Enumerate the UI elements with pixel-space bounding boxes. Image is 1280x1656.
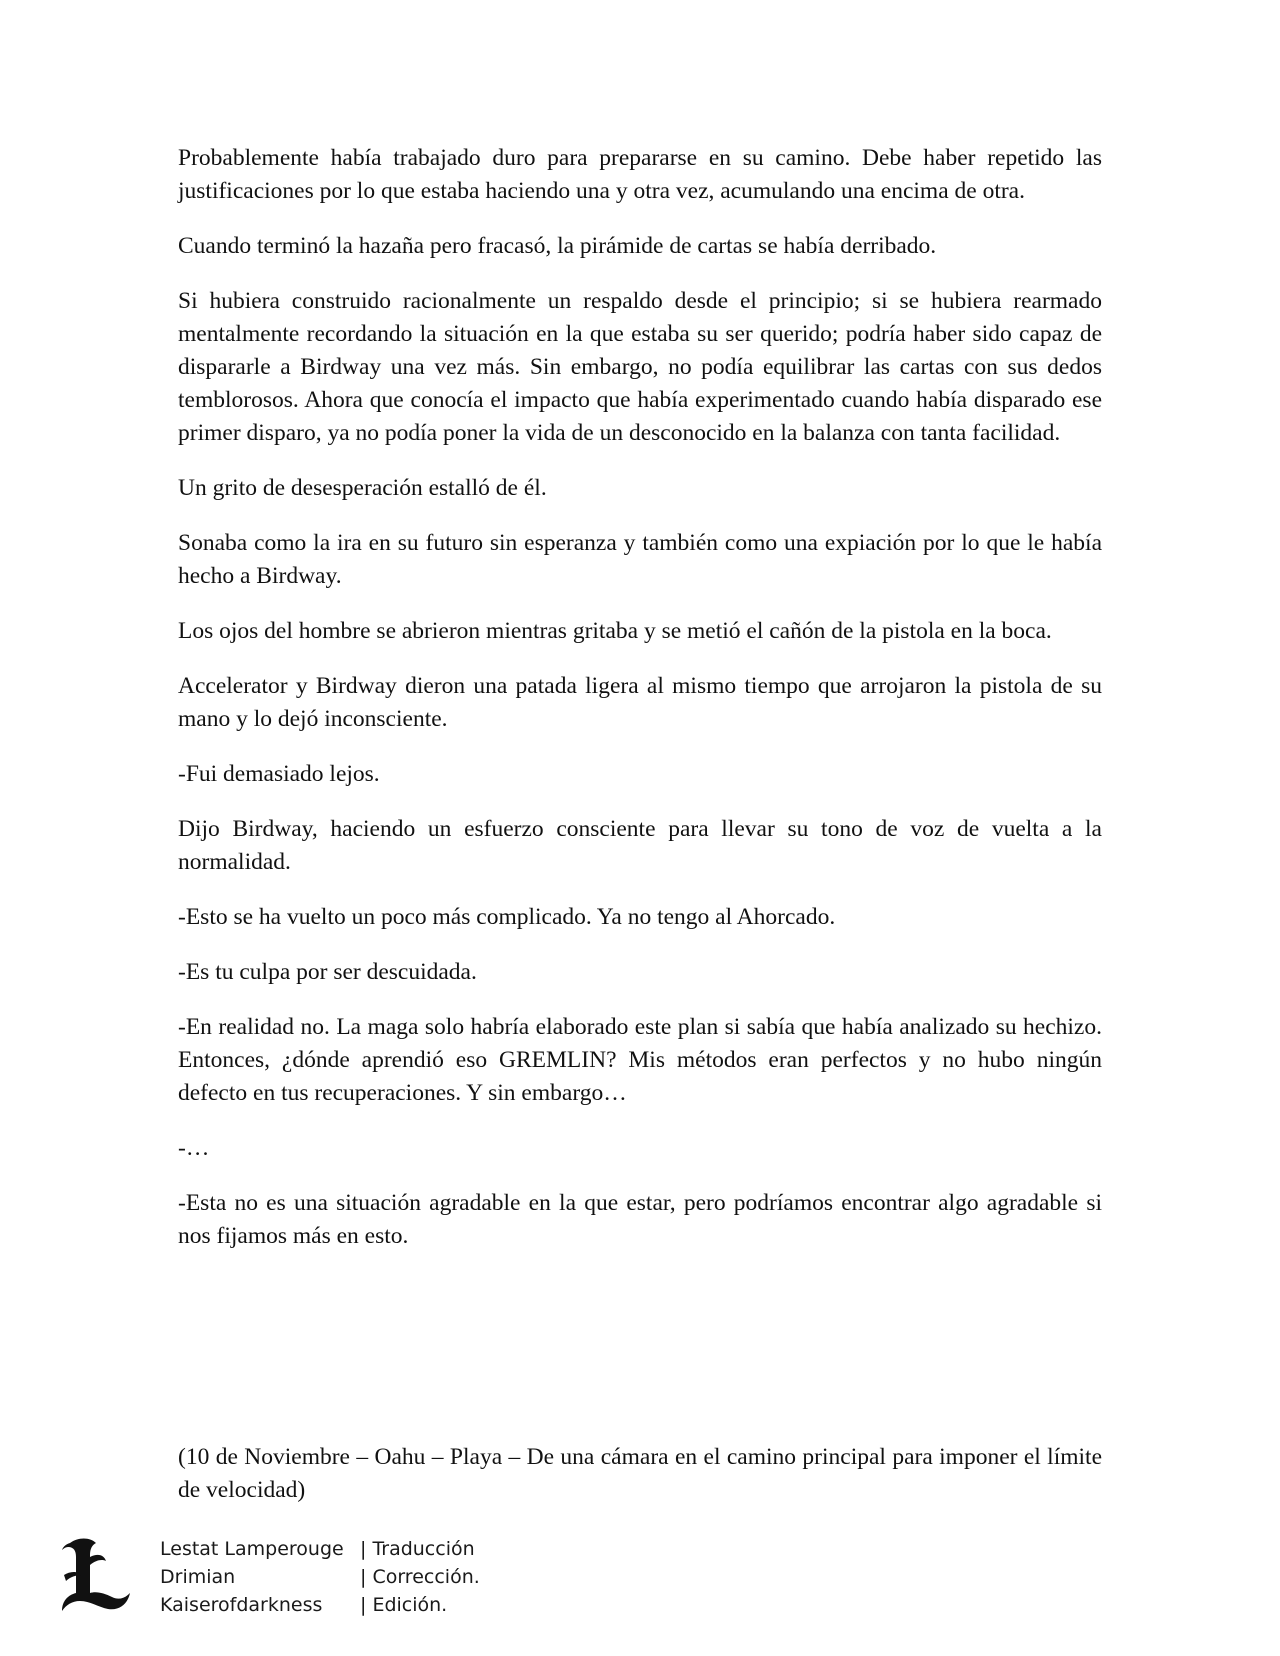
paragraph: -En realidad no. La maga solo habría elaborado este plan si sabía que había analizado su hechizo. Entonces, ¿dónde aprendió eso GREMLIN? Mis métodos eran perfectos y no hubo ningún defecto en tus recuperaciones. Y sin embargo… [178,1014,1102,1106]
credit-name: Lestat Lamperouge [160,1538,344,1560]
paragraph: Sonaba como la ira en su futuro sin esperanza y también como una expiación por lo que le había hecho a Birdway. [178,530,1102,589]
paragraph: Probablemente había trabajado duro para prepararse en su camino. Debe haber repetido las justificaciones por lo que estaba haciendo una y otra vez, acumulando una encima de otra. [178,145,1102,204]
credit-role: | Edición. [360,1594,448,1616]
paragraph: Los ojos del hombre se abrieron mientras gritaba y se metió el cañón de la pistola en la boca. [178,618,1052,644]
credit-name: Drimian [160,1566,236,1588]
paragraph: Cuando terminó la hazaña pero fracasó, la pirámide de cartas se había derribado. [178,233,937,259]
paragraph: -Esta no es una situación agradable en la que estar, pero podríamos encontrar algo agradable si nos fijamos más en esto. [178,1190,1102,1249]
body-text [178,142,1102,1275]
gothic-l-logo-icon [60,1535,134,1613]
paragraph: Dijo Birdway, haciendo un esfuerzo consciente para llevar su tono de voz de vuelta a la normalidad. [178,816,1102,875]
paragraph: -Fui demasiado lejos. [178,761,380,787]
paragraph: Si hubiera construido racionalmente un respaldo desde el principio; si se hubiera rearmado mentalmente recordando la situación en la que estaba su ser querido; podría haber sido capaz de dispararle a Birdway una vez más. Sin embargo, no podía equilibrar las cartas con sus dedos temblorosos. Ahora que conocía el impacto que había experimentado cuando había disparado ese primer disparo, ya no podía poner la vida de un desconocido en la balanza con tanta facilidad. [178,288,1102,446]
paragraph: -Es tu culpa por ser descuidada. [178,959,477,985]
credits-footer [60,1535,580,1625]
credit-row [160,1535,480,1563]
paragraph: -Esto se ha vuelto un poco más complicado. Ya no tengo al Ahorcado. [178,904,836,930]
credit-name: Kaiserofdarkness [160,1594,323,1616]
paragraph: Accelerator y Birdway dieron una patada ligera al mismo tiempo que arrojaron la pistola de su mano y lo dejó inconsciente. [178,673,1102,732]
credits-list [160,1535,480,1619]
scene-caption: (10 de Noviembre – Oahu – Playa – De una cámara en el camino principal para imponer el límite de velocidad) [178,1444,1102,1503]
credit-role: | Traducción [360,1538,475,1560]
credit-row [160,1563,480,1591]
credit-row [160,1591,480,1619]
paragraph: Un grito de desesperación estalló de él. [178,475,547,501]
paragraph: -… [178,1135,210,1161]
credit-role: | Corrección. [360,1566,480,1588]
